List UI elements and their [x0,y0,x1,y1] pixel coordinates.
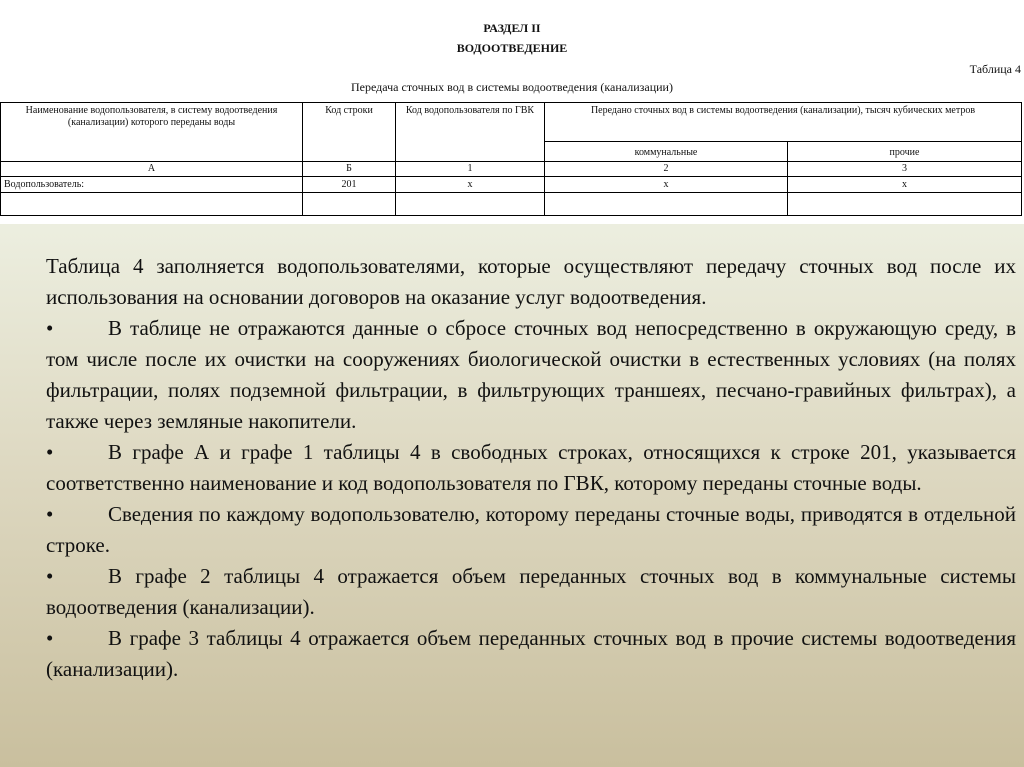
bullet-paragraph [46,499,1016,561]
column-letter: А [1,162,303,177]
table-row [1,177,1022,193]
column-letter: 2 [545,162,788,177]
bullet-text: В графе А и графе 1 таблицы 4 в свободных строках, относящихся к строке 201, указывается соответственно наименование и код водопользователя по ГВК, которому переданы сточные воды. [46,440,1016,495]
form-excerpt-panel [0,0,1024,224]
table-row-empty [1,193,1022,216]
column-letter: Б [303,162,396,177]
header-other: прочие [788,142,1022,162]
section-title: РАЗДЕЛ II [483,21,541,35]
header-gvk-code: Код водопользователя по ГВК [396,103,545,162]
column-letter: 1 [396,162,545,177]
bullet-paragraph [46,623,1016,685]
bullet-icon: • [46,502,54,526]
header-transferred: Передано сточных вод в системы водоотведения (канализации), тысяч кубических метров [545,103,1022,142]
bullet-paragraph [46,437,1016,499]
bullet-text: В таблице не отражаются данные о сбросе сточных вод непосредственно в окружающую среду, в том числе после их очистки на сооружениях биологической очистки в естественных условиях (на полях фильтрации, полях подземной фильтрации, в фильтрующих траншеях, песчано-гравийных фильтрах), а также через земляные накопители. [46,316,1016,433]
form-table [0,102,1022,216]
cell-other: x [788,177,1022,193]
header-row-code: Код строки [303,103,396,162]
header-name: Наименование водопользователя, в систему водоотведения (канализации) которого переданы воды [1,103,303,162]
empty-cell [1,193,303,216]
empty-cell [545,193,788,216]
bullet-paragraph [46,313,1016,437]
table-caption: Передача сточных вод в системы водоотведения (канализации) [351,80,673,94]
section-subtitle: ВОДООТВЕДЕНИЕ [456,41,568,55]
bullet-text: Сведения по каждому водопользователю, которому переданы сточные воды, приводятся в отдельной строке. [46,502,1016,557]
bullet-icon: • [46,564,54,588]
header-communal: коммунальные [545,142,788,162]
cell-communal: x [545,177,788,193]
bullet-icon: • [46,626,54,650]
empty-cell [303,193,396,216]
empty-cell [788,193,1022,216]
column-letters-row [1,162,1022,177]
column-letter: 3 [788,162,1022,177]
bullet-text: В графе 3 таблицы 4 отражается объем переданных сточных вод в прочие системы водоотведения (канализации). [46,626,1016,681]
bullet-icon: • [46,316,54,340]
bullet-paragraph [46,561,1016,623]
bullet-text: В графе 2 таблицы 4 отражается объем переданных сточных вод в коммунальные системы водоотведения (канализации). [46,564,1016,619]
intro-paragraph: Таблица 4 заполняется водопользователями, которые осуществляют передачу сточных вод после их использования на основании договоров на оказание услуг водоотведения. [46,254,1016,309]
cell-name: Водопользователь: [1,177,303,193]
bullet-icon: • [46,440,54,464]
cell-row-code: 201 [303,177,396,193]
cell-gvk-code: x [396,177,545,193]
empty-cell [396,193,545,216]
table-header-row [1,103,1022,142]
instructions-text [46,251,1016,685]
table-number: Таблица 4 [969,62,1021,76]
